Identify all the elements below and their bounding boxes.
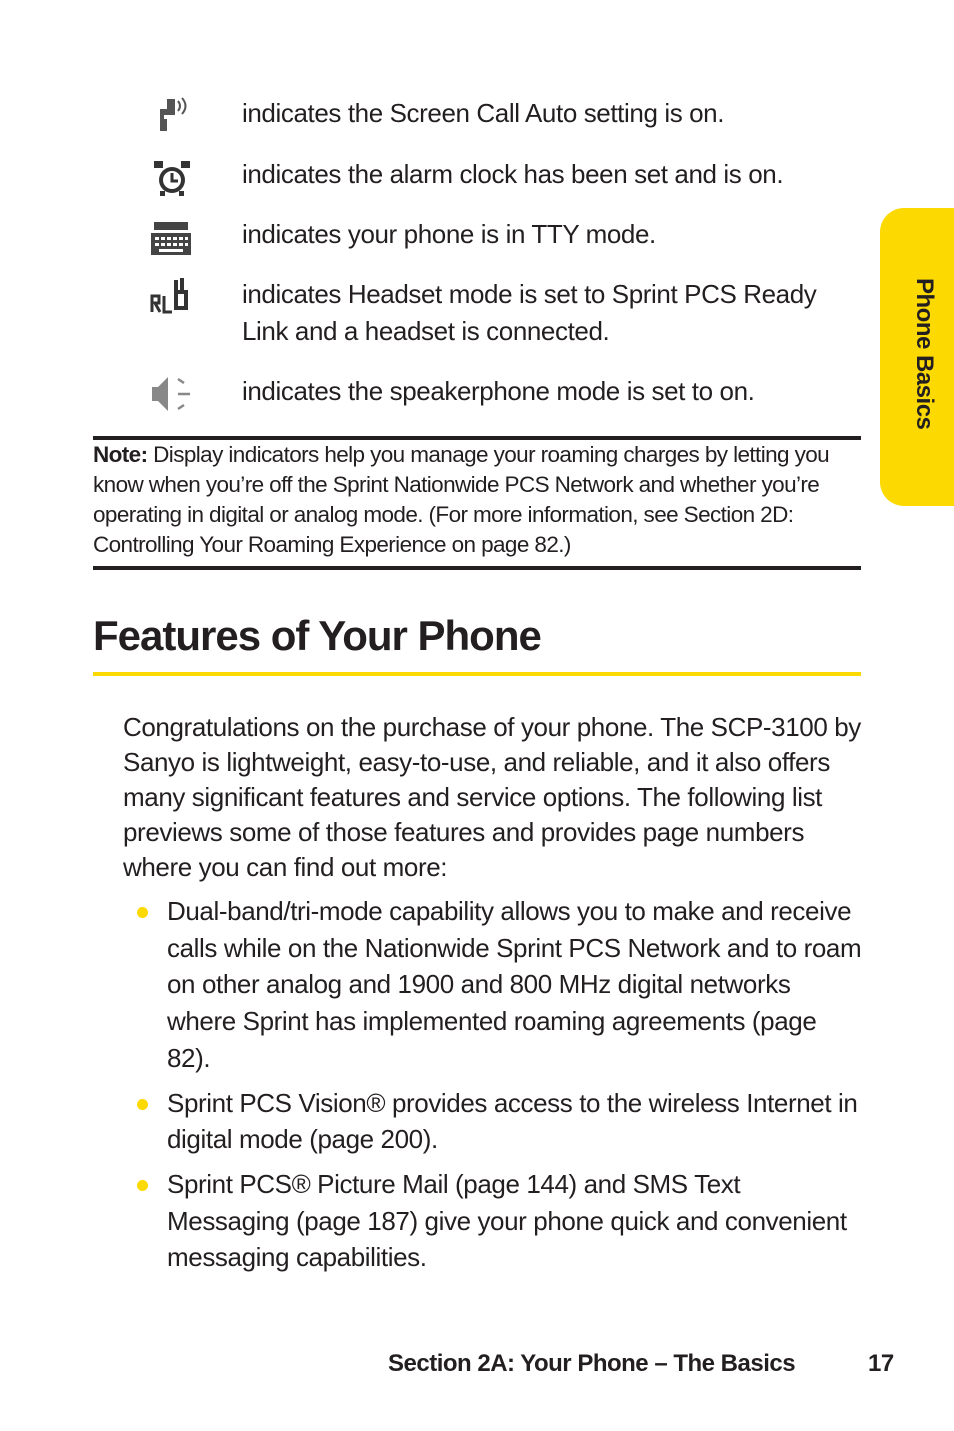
alarm-clock-icon [150,156,192,198]
note-text: Display indicators help you manage your roaming charges by letting you know when you’re off the Sprint Nationwide PCS Network and whether you’re operating in digital or analog mode. (For more information, see Section 2D: Controlling Your Roaming Experience on page 82.) [93,442,830,557]
list-item-text: Dual-band/tri-mode capability allows you to make and receive calls while on the Nationwide Sprint PCS Network and to roam on other analog and 1900 and 800 MHz digital networks where Sprint has implemented roaming agreements (page 82). [167,896,862,1073]
indicator-text: indicates the speakerphone mode is set to on. [242,376,755,406]
feature-list [123,893,863,1284]
note-box [93,440,863,560]
headset-ready-link-icon [150,276,192,318]
list-item [123,1166,863,1276]
note-label: Note: [93,442,148,467]
side-tab-label: Phone Basics [911,278,938,430]
section-title: Features of Your Phone [93,612,541,659]
page-number: 17 [868,1350,894,1377]
note-bottom-rule [93,566,861,570]
list-item-text: Sprint PCS Vision® provides access to the wireless Internet in digital mode (page 200). [167,1087,858,1155]
list-item [123,893,863,1077]
side-tab [880,208,954,506]
indicator-text: indicates the alarm clock has been set and is on. [242,159,784,189]
footer-section: Section 2A: Your Phone – The Basics [388,1350,796,1377]
bullet-dot-icon [137,1180,148,1191]
intro-paragraph: Congratulations on the purchase of your phone. The SCP-3100 by Sanyo is lightweight, easy-to-use, and reliable, and it also offers many significant features and service options. The following list previews some of those features and provides page numbers where you can find out more: [123,712,861,882]
speakerphone-icon [150,373,192,415]
bullet-dot-icon [137,907,148,918]
indicator-text: indicates the Screen Call Auto setting is on. [242,98,725,128]
list-item-text: Sprint PCS® Picture Mail (page 144) and SMS Text Messaging (page 187) give your phone quick and convenient messaging capabilities. [167,1168,847,1273]
indicator-text: indicates your phone is in TTY mode. [242,219,656,249]
heading-underline [93,672,861,676]
tty-icon [150,216,192,258]
screen-call-auto-icon [150,95,192,137]
bullet-dot-icon [137,1099,148,1110]
indicator-text: indicates Headset mode is set to Sprint PCS Ready Link and a headset is connected. [242,279,817,346]
list-item [123,1085,863,1158]
